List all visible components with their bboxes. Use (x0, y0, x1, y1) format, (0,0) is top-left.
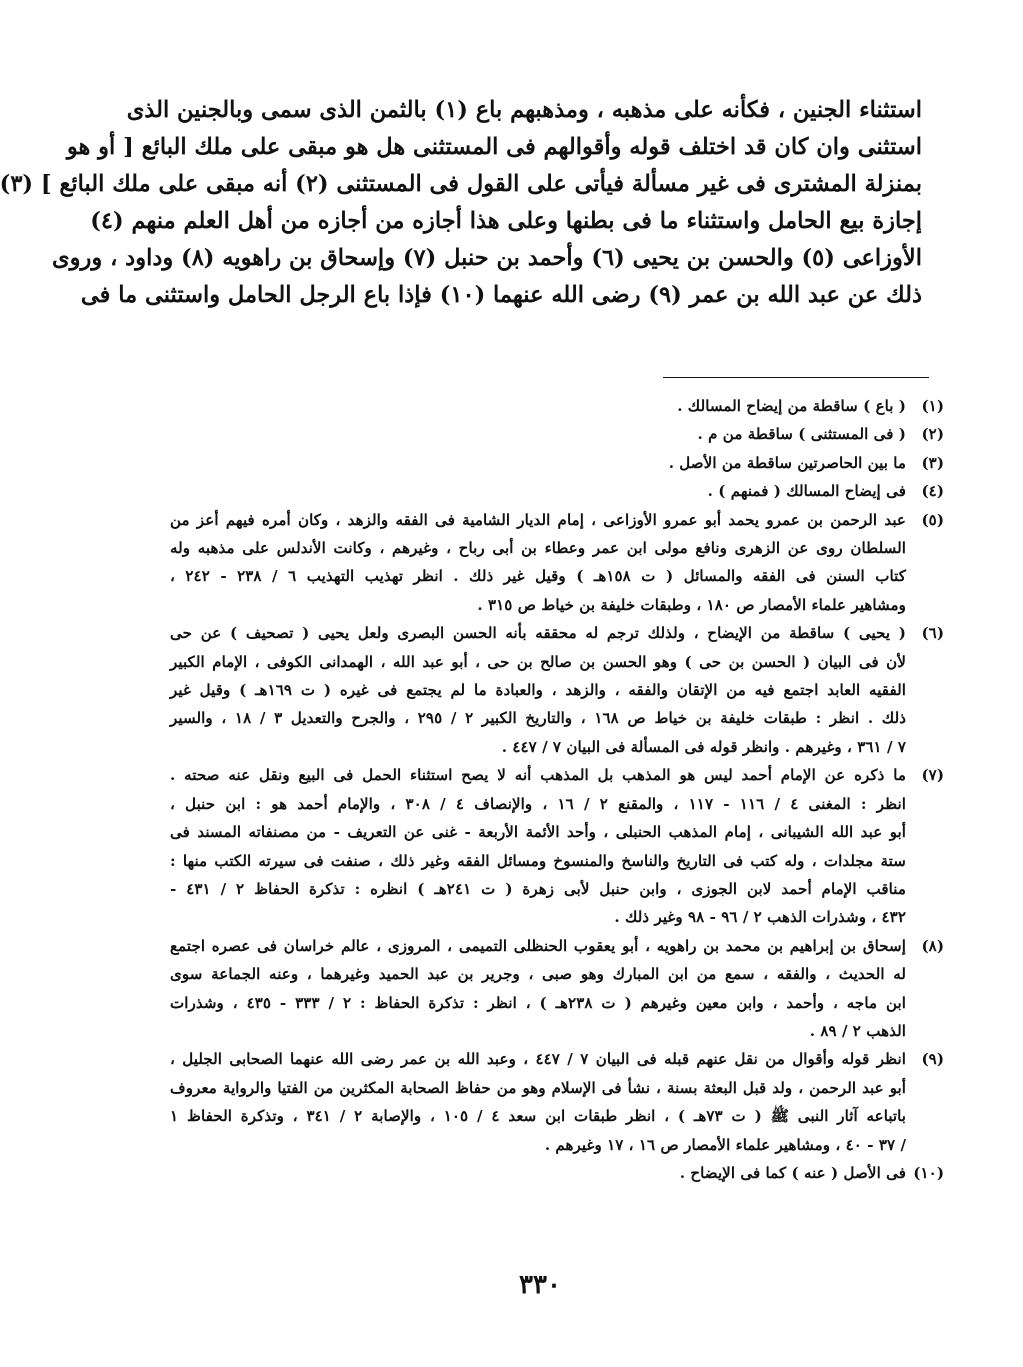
footnote-line: ٧ / ٣٦١ ، وغيرهم . وانظر قوله فى المسألة فى البيان ٧ / ٤٤٧ . (501, 737, 906, 756)
footnote-line: باتباعه آثار النبى ﷺ ( ت ٧٣هـ ) ، انظر طبقات ابن سعد ٤ / ١٠٥ ، والإصابة ٢ / ٣٤١ ، وتذكرة الحفاظ ١ (170, 1107, 906, 1126)
footnote-line: فى الأصل ( عنه ) كما فى الإيضاح . (679, 1163, 906, 1182)
body-line: استثناء الجنين ، فكأنه على مذهبه ، ومذهبهم باع (١) بالثمن الذى سمى وبالجنين الذى (126, 97, 922, 123)
footnote-number: (٨) (921, 936, 944, 955)
footnote (170, 506, 944, 620)
footnote (170, 449, 944, 477)
footnote-line: ما ذكره عن الإمام أحمد ليس هو المذهب بل المذهب أنه لا يصح استثناء الحمل فى البيع ونقل عنه صحته . (170, 766, 906, 785)
footnote-text (170, 761, 906, 931)
footnotes (170, 392, 944, 1187)
footnote-text (170, 619, 906, 761)
body-line: استثنى وان كان قد اختلف قوله وأقوالهم فى المستثنى هل هو مبقى على ملك البائع [ أو هو (66, 134, 922, 160)
footnote-text (170, 1159, 906, 1187)
footnote-number: (٣) (921, 453, 944, 472)
footnote-line: أبو عبد الله الشيبانى ، إمام المذهب الحنبلى ، وأحد الأئمة الأربعة - غنى عن التعريف - من مصنفاته المسند فى (170, 823, 906, 842)
footnote-line: ( يحيى ) ساقطة من الإيضاح ، ولذلك ترجم له محققه بأنه الحسن البصرى ولعل يحيى ( تصحيف ) عن حى (170, 624, 906, 643)
footnote-text (170, 932, 906, 1046)
footnote-line: انظر : المغنى ٤ / ١١٦ - ١١٧ ، والمقنع ٢ / ١٦ ، والإنصاف ٤ / ٣٠٨ ، والإمام أحمد هو : ابن حنبل ، (170, 794, 906, 813)
body-line: إجازة بيع الحامل واستثناء ما فى بطنها وعلى هذا أجازه من أجازه من أهل العلم منهم (٤) (90, 208, 922, 234)
footnote-text (170, 1045, 906, 1159)
body-line: الأوزاعى (٥) والحسن بن يحيى (٦) وأحمد بن حنبل (٧) وإسحاق بن راهويه (٨) وداود ، وروى (52, 245, 922, 271)
footnote-number: (١) (921, 397, 944, 415)
footnote-text (170, 392, 906, 420)
body-line: بمنزلة المشترى فى غير مسألة فيأتى على القول فى المستثنى (٢) أنه مبقى على ملك البائع ] (٣) (0, 171, 922, 197)
footnote-line: ذلك . انظر : طبقات خليفة بن خياط ص ١٦٨ ، والتاريخ الكبير ٢ / ٢٩٥ ، والجرح والتعديل ٣ / ١٨ ، والسير (170, 709, 906, 728)
footnote-line: ستة مجلدات ، وله كتب فى التاريخ والناسخ والمنسوخ ومسائل الفقه وغير ذلك ، صنفت فى سيرته الكتب منها : (170, 851, 906, 870)
footnote-number: (٥) (921, 510, 944, 529)
footnote-line: لأن فى البيان ( الحسن بن حى ) وهو الحسن بن صالح بن حى ، أبو عبد الله ، الهمدانى الكوفى ، الإمام الكبير (170, 652, 906, 671)
footnote-line: ( فى المستثنى ) ساقطة من م . (697, 425, 906, 444)
footnote-text (170, 477, 906, 505)
footnote-line: له الحديث ، والفقه ، سمع من ابن المبارك وهو صبى ، وجرير بن عبد الحميد وغيرهما ، وعنه الجماعة سوى (170, 965, 906, 984)
footnote (170, 420, 944, 448)
footnote (170, 932, 944, 1046)
footnote-line: ما بين الحاصرتين ساقطة من الأصل . (668, 453, 906, 472)
footnote (170, 1045, 944, 1159)
footnote-line: الذهب ٢ / ٨٩ . (809, 1021, 906, 1040)
footnote-text (170, 449, 906, 477)
footnote-line: إسحاق بن إبراهيم بن محمد بن راهويه ، أبو يعقوب الحنظلى التميمى ، المروزى ، عالم خراسان فى عصره اجتمع (170, 936, 906, 955)
footnote-number: (٤) (921, 482, 944, 501)
footnote-separator (663, 377, 929, 378)
footnote-line: أبو عبد الرحمن ، ولد قبل البعثة بسنة ، نشأ فى الإسلام وهو من حفاظ الصحابة المكثرين من الفتيا والرواية معروف (170, 1078, 906, 1097)
footnote-line: عبد الرحمن بن عمرو يحمد أبو عمرو الأوزاعى ، إمام الديار الشامية فى الفقه والزهد ، وكان أمره فيهم أعز من (170, 510, 906, 529)
footnote-line: السلطان روى عن الزهرى ونافع مولى ابن عمر وعطاء بن أبى رباح ، وغيرهم ، وكانت الأندلس على مذهبه وله (170, 539, 906, 558)
footnote (170, 392, 944, 420)
footnote-line: مناقب الإمام أحمد لابن الجوزى ، وابن حنبل لأبى زهرة ( ت ٢٤١هـ ) انظره : تذكرة الحفاظ ٢ / ٤٣١ - (170, 879, 907, 898)
footnote (170, 1159, 944, 1187)
footnote-line: ومشاهير علماء الأمصار ص ١٨٠ ، وطبقات خليفة بن خياط ص ٣١٥ . (477, 595, 906, 614)
footnote-line: / ٣٧ - ٤٠ ، ومشاهير علماء الأمصار ص ١٦ ، ١٧ وغيرهم . (544, 1135, 906, 1154)
footnote-line: انظر قوله وأقوال من نقل عنهم قبله فى البيان ٧ / ٤٤٧ ، وعبد الله بن عمر رضى الله عنهما الصحابى الجليل ، (170, 1050, 906, 1069)
footnote-line: فى إيضاح المسالك ( فمنهم ) . (707, 482, 906, 501)
footnote-number: (١٠) (913, 1163, 944, 1182)
footnote-line: الفقيه العابد اجتمع فيه من الإتقان والفقه ، والزهد ، والعبادة ما لم يجتمع فى غيره ( ت ١٦٩هـ ) وقيل غير (170, 681, 906, 700)
footnote (170, 761, 944, 931)
footnote-line: ( باع ) ساقطة من إيضاح المسالك . (677, 397, 906, 415)
main-text (0, 92, 922, 314)
footnote-number: (٦) (921, 624, 944, 643)
page-number: ٣٣٠ (519, 1270, 561, 1300)
footnote (170, 477, 944, 505)
footnote-line: ابن ماجه ، وأحمد ، وابن معين وغيرهم ( ت ٢٣٨هـ ) ، انظر : تذكرة الحفاظ : ٢ / ٣٣٣ - ٤٣٥ ، وشذرات (170, 993, 906, 1012)
body-line: ذلك عن عبد الله بن عمر (٩) رضى الله عنهما (١٠) فإذا باع الرجل الحامل واستثنى ما فى (80, 282, 922, 308)
footnote-number: (٢) (921, 425, 944, 444)
footnote-line: كتاب السنن فى الفقه والمسائل ( ت ١٥٨هـ ) وقيل غير ذلك . انظر تهذيب التهذيب ٦ / ٢٣٨ - ٢٤٢ ، (170, 567, 906, 586)
footnote-line: ٤٣٢ ، وشذرات الذهب ٢ / ٩٦ - ٩٨ وغير ذلك . (614, 908, 906, 927)
footnote-text (170, 420, 906, 448)
footnote-number: (٩) (921, 1050, 944, 1069)
footnote (170, 619, 944, 761)
footnote-number: (٧) (921, 766, 944, 785)
footnote-text (170, 506, 906, 620)
